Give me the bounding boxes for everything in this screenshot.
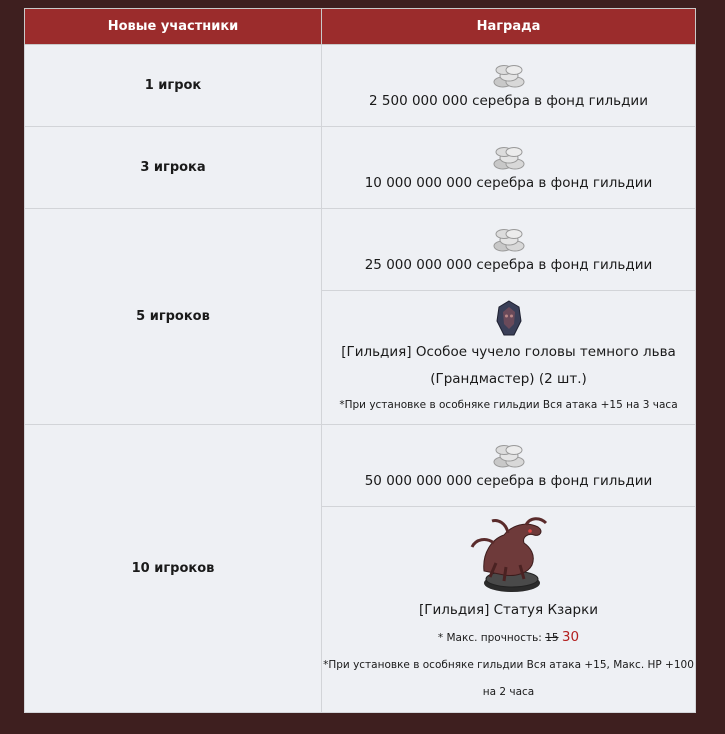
reward-title: [Гильдия] Статуя Кзарки — [418, 602, 598, 618]
silver-coins-icon — [489, 143, 529, 173]
reward-note: *При установке в особняке гильдии Вся атака +15 на 3 часа — [339, 398, 678, 411]
reward-cell — [322, 45, 696, 127]
reward-text: 50 000 000 000 серебра в фонд гильдии — [364, 472, 653, 489]
table-row — [25, 127, 696, 209]
table-row — [25, 45, 696, 127]
reward-cell — [322, 127, 696, 209]
header-members: Новые участники — [25, 9, 322, 45]
table-row — [25, 425, 696, 507]
member-count: 3 игрока — [25, 127, 322, 209]
lion-head-trophy-icon — [494, 299, 524, 339]
reward-note-cont: на 2 часа — [482, 686, 535, 698]
silver-coins-icon — [489, 225, 529, 255]
reward-cell — [322, 291, 696, 425]
header-row — [25, 9, 696, 45]
durability-label: * Макс. прочность: — [437, 632, 542, 644]
silver-coins-icon — [489, 61, 529, 91]
kzarka-statue-icon — [464, 513, 554, 597]
reward-note: *При установке в особняке гильдии Вся атака +15, Макс. HP +100 — [323, 659, 694, 671]
durability-old: 15 — [545, 632, 559, 644]
durability-new: 30 — [561, 629, 580, 645]
member-count: 5 игроков — [25, 209, 322, 425]
durability-line — [438, 624, 579, 652]
rewards-table — [24, 8, 696, 713]
member-count: 10 игроков — [25, 425, 322, 713]
header-reward: Награда — [322, 9, 696, 45]
table-row — [25, 209, 696, 291]
reward-cell — [322, 507, 696, 713]
reward-text: 10 000 000 000 серебра в фонд гильдии — [364, 174, 653, 191]
reward-subtitle: (Грандмастер) (2 шт.) — [430, 370, 587, 387]
member-count: 1 игрок — [25, 45, 322, 127]
reward-cell — [322, 425, 696, 507]
reward-text: 25 000 000 000 серебра в фонд гильдии — [364, 256, 653, 273]
reward-cell — [322, 209, 696, 291]
reward-title: [Гильдия] Особое чучело головы темного льва — [341, 343, 676, 360]
silver-coins-icon — [489, 441, 529, 471]
reward-text: 2 500 000 000 серебра в фонд гильдии — [369, 92, 648, 109]
